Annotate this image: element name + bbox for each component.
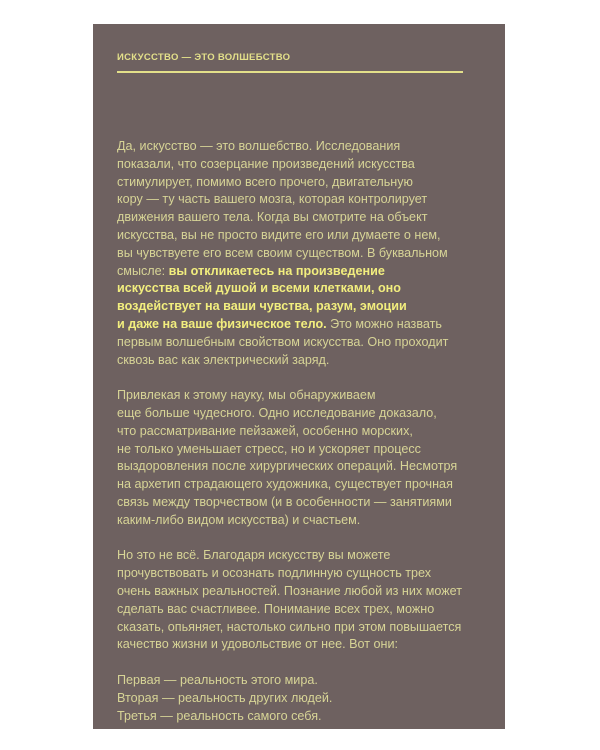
text-line: вы чувствуете его всем своим существом. В буквальном xyxy=(117,245,448,260)
text-line: Да, искусство — это волшебство. Исследования xyxy=(117,139,401,153)
text-line: показали, что созерцание произведений искусства xyxy=(117,156,415,171)
text-line: Привлекая к этому науку, мы обнаруживаем xyxy=(117,388,376,403)
header-rule xyxy=(117,71,463,73)
text-line: связь между творчеством (и в особенности — занятиями xyxy=(117,494,452,509)
text-line: первым волшебным свойством искусства. Оно проходит xyxy=(117,334,449,349)
chapter-title: ИСКУССТВО — ЭТО ВОЛШЕБСТВО xyxy=(117,52,291,63)
paragraph-gap xyxy=(117,530,493,548)
text-line xyxy=(117,316,493,334)
text-line: сквозь вас как электрический заряд. xyxy=(117,352,330,367)
text-line: кору — ту часть вашего мозга, которая контролирует xyxy=(117,192,428,207)
plain-text: смысле: xyxy=(117,263,169,278)
book-page xyxy=(93,24,505,729)
text-line: сказать, опьяняет, настолько сильно при этом повышается xyxy=(117,619,462,634)
text-line: искусства, вы не просто видите его или думаете о нем, xyxy=(117,227,441,242)
text-line: выздоровления после хирургических операций. Несмотря xyxy=(117,459,458,474)
plain-text: Это можно назвать xyxy=(326,316,442,331)
text-line: Вторая — реальность других людей. xyxy=(117,690,333,705)
text-line: каким-либо видом искусства) и счастьем. xyxy=(117,512,361,527)
paragraph-2 xyxy=(117,387,493,529)
text-line: качество жизни и удовольствие от нее. Вот они: xyxy=(117,637,399,652)
text-line xyxy=(117,263,493,281)
paragraph-3 xyxy=(117,547,493,654)
text-line: Первая — реальность этого мира. xyxy=(117,672,318,687)
text-line: Но это не всё. Благодаря искусству вы можете xyxy=(117,548,391,563)
text-line: что рассматривание пейзажей, особенно морских, xyxy=(117,423,413,438)
emphasis-text: вы откликаетесь на произведение xyxy=(168,263,385,278)
body-text xyxy=(117,138,493,725)
chapter-header xyxy=(117,52,463,73)
paragraph-gap xyxy=(117,654,493,672)
emphasis-text: и даже на ваше физическое тело. xyxy=(117,316,327,331)
paragraph-1 xyxy=(117,138,493,369)
emphasis-line: искусства всей душой и всеми клетками, оно xyxy=(117,281,401,296)
paragraph-4 xyxy=(117,672,493,725)
text-line: не только уменьшает стресс, но и ускоряет процесс xyxy=(117,441,421,456)
text-line: стимулирует, помимо всего прочего, двигательную xyxy=(117,174,413,189)
text-line: сделать вас счастливее. Понимание всех трех, можно xyxy=(117,601,435,616)
text-line: еще больше чудесного. Одно исследование доказало, xyxy=(117,405,437,420)
paragraph-gap xyxy=(117,369,493,387)
text-line: на архетип страдающего художника, существует прочная xyxy=(117,477,453,492)
text-line: движения вашего тела. Когда вы смотрите на объект xyxy=(117,210,428,225)
text-line: очень важных реальностей. Познание любой из них может xyxy=(117,583,463,598)
text-line: прочувствовать и осознать подлинную сущность трех xyxy=(117,566,432,581)
emphasis-line: воздействует на ваши чувства, разум, эмоции xyxy=(117,299,407,314)
text-line: Третья — реальность самого себя. xyxy=(117,708,322,723)
